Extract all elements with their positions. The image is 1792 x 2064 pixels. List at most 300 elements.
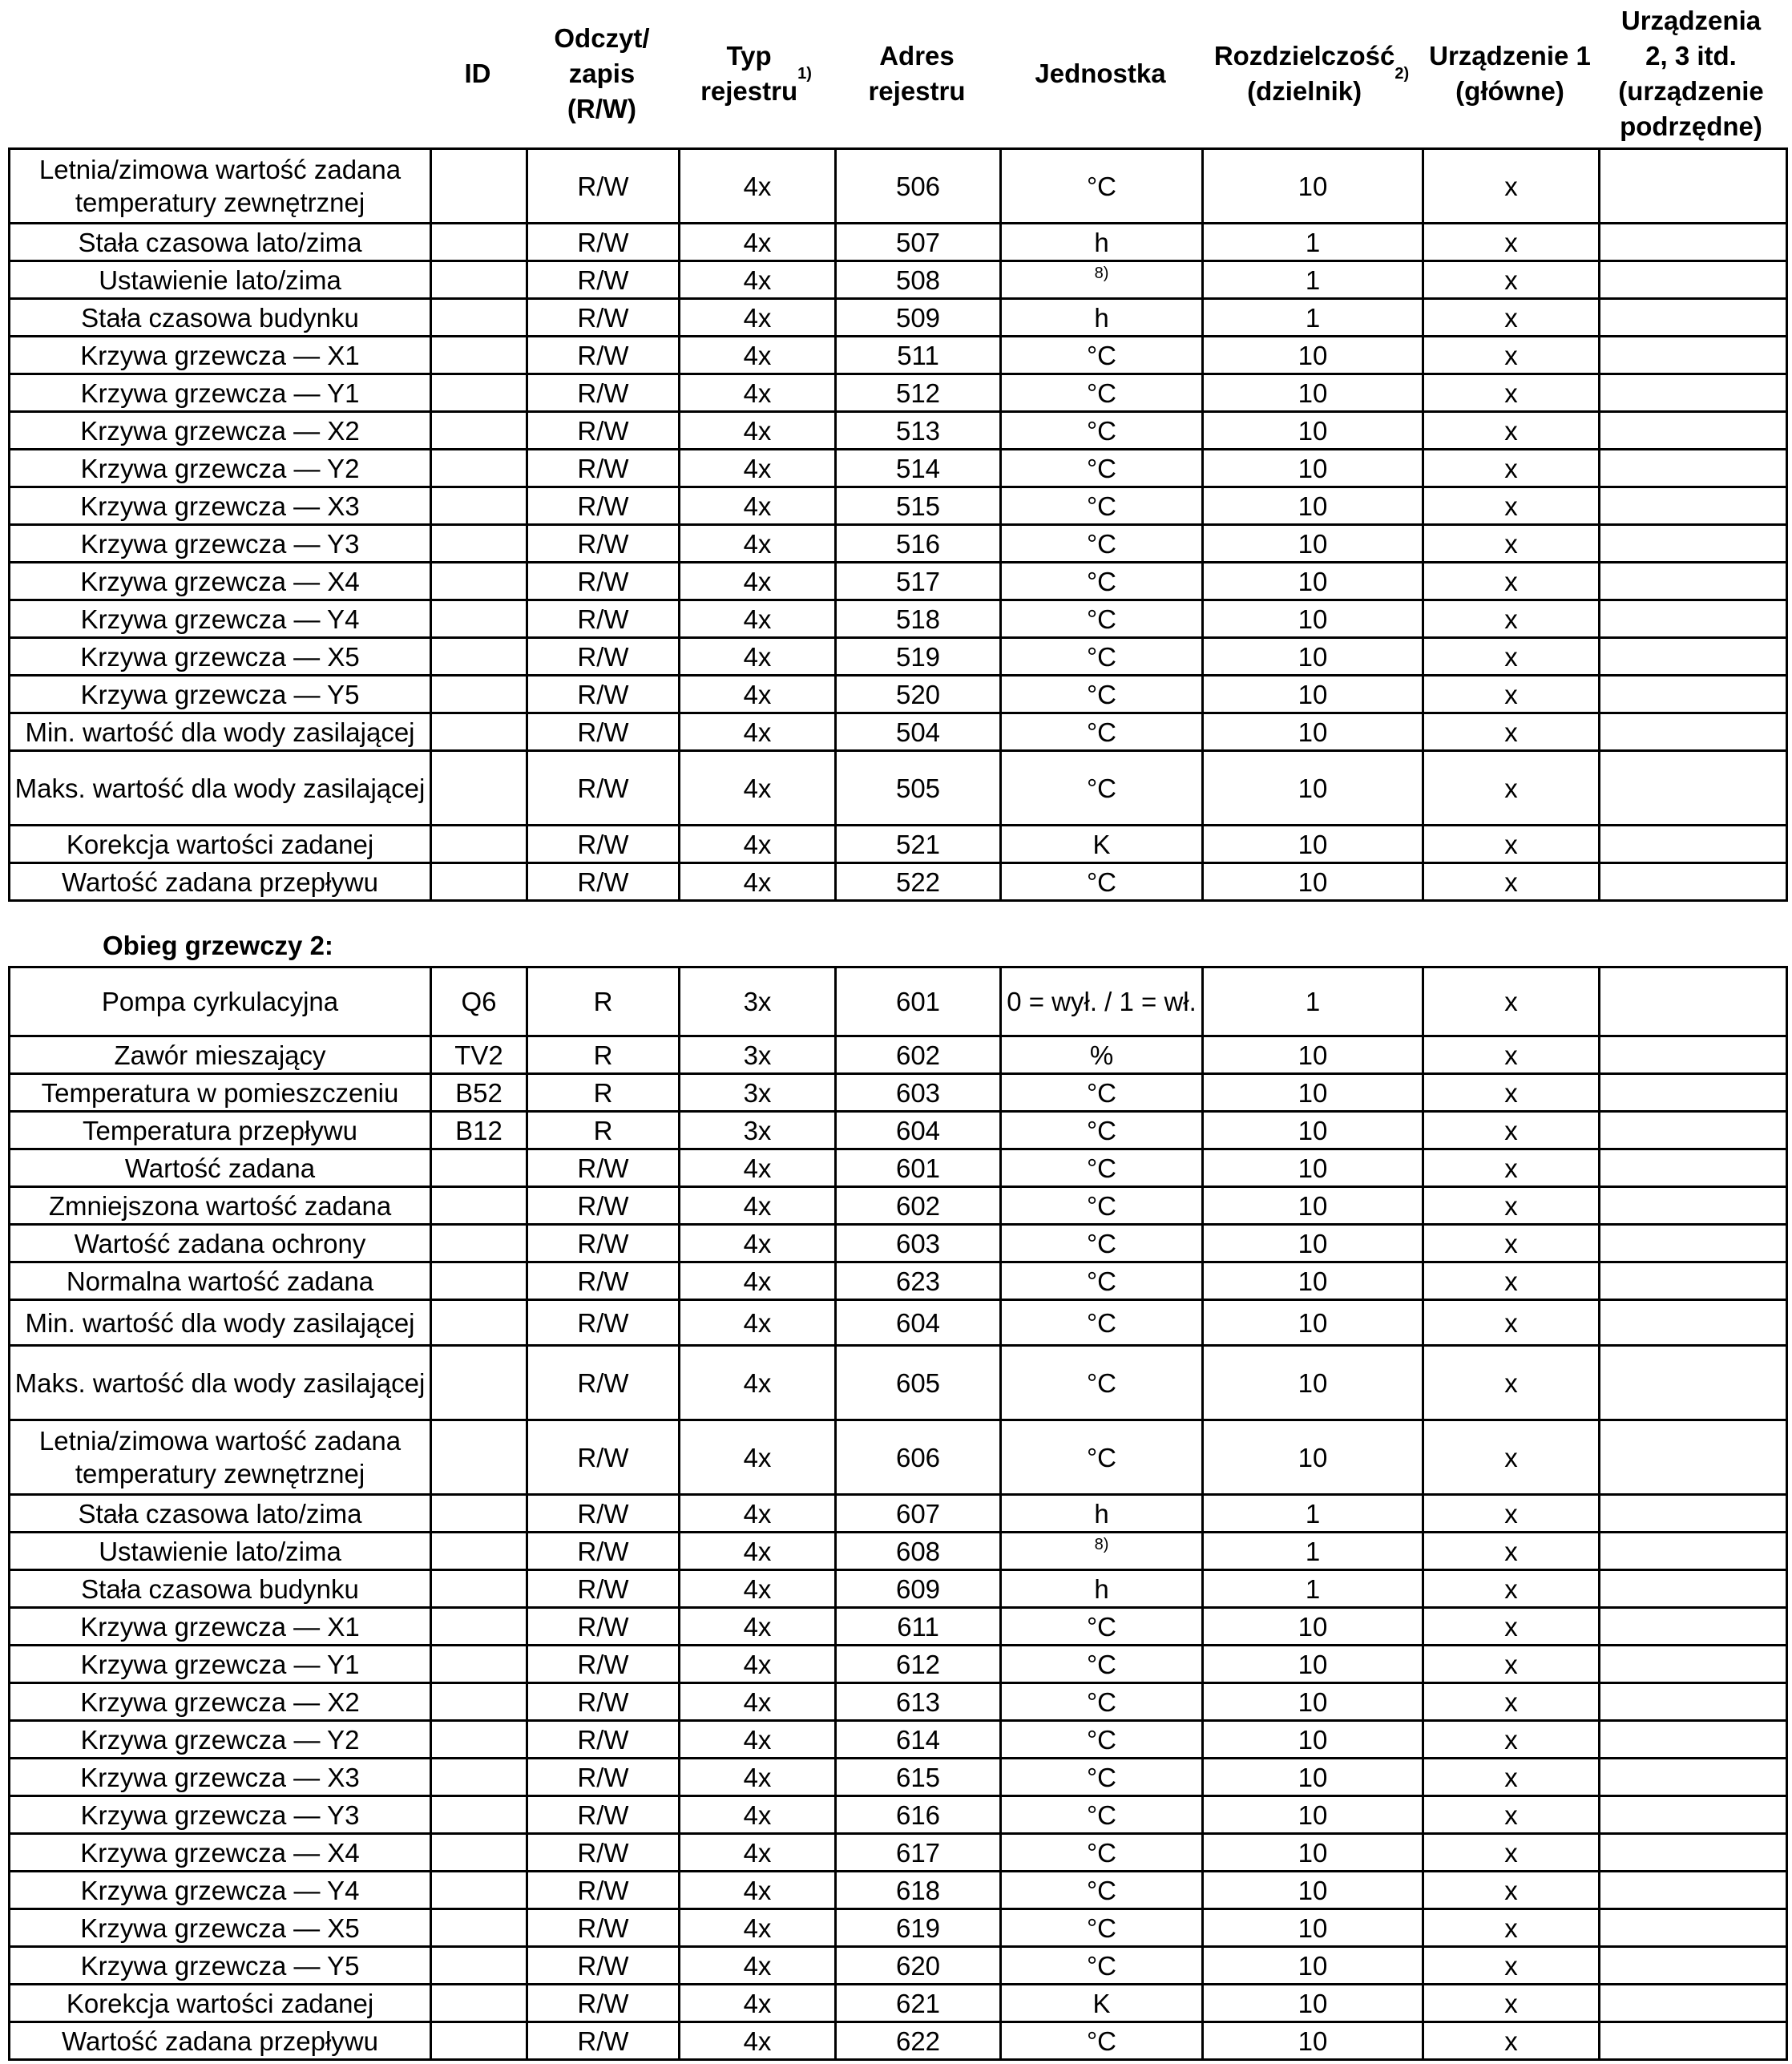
cell-address: 609: [836, 1570, 1001, 1608]
cell-register-type: 4x: [680, 1346, 836, 1420]
cell-address: 604: [836, 1112, 1001, 1149]
cell-unit: K: [1001, 1985, 1203, 2022]
cell-resolution: 10: [1203, 1985, 1423, 2022]
cell-name: Krzywa grzewcza — X2: [10, 412, 431, 450]
cell-id: [431, 1834, 527, 1872]
header-register-type-label: Typ rejestru: [700, 41, 798, 106]
cell-resolution: 10: [1203, 826, 1423, 863]
cell-id: [431, 1909, 527, 1947]
cell-name: Krzywa grzewcza — Y1: [10, 1646, 431, 1683]
cell-read-write: R/W: [527, 713, 680, 751]
cell-unit: h: [1001, 1570, 1203, 1608]
cell-device-1: x: [1423, 1909, 1600, 1947]
table-row: [10, 1112, 1787, 1149]
cell-register-type: 4x: [680, 1721, 836, 1759]
table-row: [10, 1834, 1787, 1872]
cell-read-write: R/W: [527, 638, 680, 676]
cell-device-1: x: [1423, 1112, 1600, 1149]
cell-unit: °C: [1001, 1834, 1203, 1872]
table-row: [10, 1608, 1787, 1646]
table-row: [10, 1985, 1787, 2022]
cell-device-1: x: [1423, 967, 1600, 1036]
cell-id: [431, 299, 527, 337]
cell-register-type: 4x: [680, 1495, 836, 1533]
cell-device-2: [1600, 337, 1787, 374]
cell-device-1: x: [1423, 1225, 1600, 1262]
cell-unit: °C: [1001, 450, 1203, 487]
cell-register-type: 4x: [680, 149, 836, 224]
cell-read-write: R: [527, 1074, 680, 1112]
cell-device-1: x: [1423, 1495, 1600, 1533]
cell-device-2: [1600, 676, 1787, 713]
cell-unit: °C: [1001, 1909, 1203, 1947]
table-row: [10, 525, 1787, 563]
cell-id: [431, 2022, 527, 2060]
cell-address: 601: [836, 1149, 1001, 1187]
cell-device-1: x: [1423, 676, 1600, 713]
cell-address: 521: [836, 826, 1001, 863]
cell-resolution: 10: [1203, 1796, 1423, 1834]
cell-read-write: R: [527, 1112, 680, 1149]
cell-unit: °C: [1001, 487, 1203, 525]
table-row: [10, 1187, 1787, 1225]
cell-unit: °C: [1001, 1947, 1203, 1985]
cell-name: Min. wartość dla wody zasilającej: [10, 713, 431, 751]
cell-name: Krzywa grzewcza — Y3: [10, 525, 431, 563]
cell-address: 516: [836, 525, 1001, 563]
cell-address: 620: [836, 1947, 1001, 1985]
cell-register-type: 4x: [680, 299, 836, 337]
table-row: [10, 374, 1787, 412]
cell-register-type: 4x: [680, 1149, 836, 1187]
cell-id: [431, 1683, 527, 1721]
cell-register-type: 3x: [680, 1074, 836, 1112]
cell-address: 614: [836, 1721, 1001, 1759]
cell-name: Zmniejszona wartość zadana: [10, 1187, 431, 1225]
cell-device-1: x: [1423, 1721, 1600, 1759]
cell-register-type: 4x: [680, 1947, 836, 1985]
cell-register-type: 4x: [680, 1985, 836, 2022]
cell-address: 622: [836, 2022, 1001, 2060]
cell-address: 619: [836, 1909, 1001, 1947]
table-row: [10, 1721, 1787, 1759]
cell-resolution: 1: [1203, 1495, 1423, 1533]
cell-device-1: x: [1423, 1149, 1600, 1187]
cell-read-write: R/W: [527, 826, 680, 863]
cell-register-type: 4x: [680, 1909, 836, 1947]
cell-read-write: R/W: [527, 1646, 680, 1683]
cell-resolution: 10: [1203, 1834, 1423, 1872]
cell-id: [431, 1420, 527, 1495]
cell-id: [431, 1646, 527, 1683]
cell-resolution: 10: [1203, 1149, 1423, 1187]
cell-name: Stała czasowa budynku: [10, 1570, 431, 1608]
cell-resolution: 10: [1203, 1646, 1423, 1683]
cell-unit: °C: [1001, 1683, 1203, 1721]
cell-read-write: R/W: [527, 1495, 680, 1533]
cell-name: Krzywa grzewcza — X4: [10, 1834, 431, 1872]
cell-address: 607: [836, 1495, 1001, 1533]
cell-device-1: x: [1423, 2022, 1600, 2060]
cell-device-2: [1600, 863, 1787, 901]
header-resolution: Rozdzielczość (dzielnik) 2): [1201, 0, 1422, 147]
cell-read-write: R/W: [527, 299, 680, 337]
cell-resolution: 1: [1203, 967, 1423, 1036]
cell-id: TV2: [431, 1036, 527, 1074]
cell-read-write: R/W: [527, 224, 680, 261]
cell-register-type: 4x: [680, 1225, 836, 1262]
table-row: [10, 261, 1787, 299]
cell-unit: °C: [1001, 2022, 1203, 2060]
cell-read-write: R/W: [527, 374, 680, 412]
cell-unit: °C: [1001, 713, 1203, 751]
cell-read-write: R/W: [527, 1683, 680, 1721]
cell-device-2: [1600, 1570, 1787, 1608]
cell-id: [431, 1721, 527, 1759]
cell-id: [431, 374, 527, 412]
cell-name: Korekcja wartości zadanej: [10, 826, 431, 863]
cell-address: 617: [836, 1834, 1001, 1872]
cell-device-2: [1600, 1533, 1787, 1570]
cell-name: Stała czasowa lato/zima: [10, 224, 431, 261]
table-row: [10, 1947, 1787, 1985]
cell-read-write: R/W: [527, 1721, 680, 1759]
cell-device-2: [1600, 563, 1787, 600]
cell-device-1: x: [1423, 487, 1600, 525]
cell-device-1: x: [1423, 261, 1600, 299]
cell-unit: °C: [1001, 863, 1203, 901]
cell-name: Ustawienie lato/zima: [10, 261, 431, 299]
cell-address: 603: [836, 1074, 1001, 1112]
cell-address: 605: [836, 1346, 1001, 1420]
cell-id: [431, 1872, 527, 1909]
cell-read-write: R/W: [527, 2022, 680, 2060]
cell-register-type: 4x: [680, 1646, 836, 1683]
cell-address: 504: [836, 713, 1001, 751]
table-row: [10, 299, 1787, 337]
header-device-1: Urządzenie 1 (główne): [1429, 41, 1591, 106]
cell-device-1: x: [1423, 1872, 1600, 1909]
table-row: [10, 2022, 1787, 2060]
cell-read-write: R/W: [527, 863, 680, 901]
cell-device-1: x: [1423, 1300, 1600, 1346]
cell-device-1: x: [1423, 563, 1600, 600]
cell-unit: °C: [1001, 1149, 1203, 1187]
cell-id: [431, 713, 527, 751]
cell-unit: °C: [1001, 374, 1203, 412]
cell-register-type: 4x: [680, 1683, 836, 1721]
cell-name: Wartość zadana: [10, 1149, 431, 1187]
cell-id: [431, 826, 527, 863]
cell-register-type: 4x: [680, 1533, 836, 1570]
cell-resolution: 10: [1203, 1300, 1423, 1346]
cell-unit: °C: [1001, 563, 1203, 600]
cell-register-type: 3x: [680, 1036, 836, 1074]
cell-unit: %: [1001, 1036, 1203, 1074]
cell-id: [431, 1947, 527, 1985]
cell-read-write: R/W: [527, 1759, 680, 1796]
cell-device-1: x: [1423, 1570, 1600, 1608]
cell-name: Krzywa grzewcza — X1: [10, 1608, 431, 1646]
table-row: [10, 563, 1787, 600]
cell-resolution: 10: [1203, 863, 1423, 901]
cell-address: 621: [836, 1985, 1001, 2022]
cell-name: Krzywa grzewcza — X5: [10, 1909, 431, 1947]
table-row: [10, 337, 1787, 374]
cell-address: 608: [836, 1533, 1001, 1570]
cell-device-2: [1600, 412, 1787, 450]
cell-read-write: R/W: [527, 600, 680, 638]
table-row: [10, 751, 1787, 826]
cell-register-type: 4x: [680, 638, 836, 676]
cell-device-2: [1600, 638, 1787, 676]
cell-device-2: [1600, 1149, 1787, 1187]
cell-device-2: [1600, 1646, 1787, 1683]
cell-device-2: [1600, 1796, 1787, 1834]
cell-register-type: 4x: [680, 1796, 836, 1834]
cell-unit: 8): [1001, 1533, 1203, 1570]
cell-unit: °C: [1001, 751, 1203, 826]
cell-read-write: R/W: [527, 1947, 680, 1985]
cell-register-type: 4x: [680, 1759, 836, 1796]
cell-device-2: [1600, 1420, 1787, 1495]
cell-unit: °C: [1001, 1872, 1203, 1909]
cell-id: [431, 676, 527, 713]
cell-register-type: 4x: [680, 450, 836, 487]
cell-read-write: R/W: [527, 1985, 680, 2022]
cell-device-2: [1600, 1074, 1787, 1112]
cell-device-2: [1600, 450, 1787, 487]
cell-id: [431, 1495, 527, 1533]
header-register-type: Typ rejestru 1): [678, 0, 834, 147]
cell-resolution: 10: [1203, 374, 1423, 412]
cell-resolution: 10: [1203, 1074, 1423, 1112]
cell-name: Krzywa grzewcza — Y5: [10, 1947, 431, 1985]
cell-resolution: 1: [1203, 1533, 1423, 1570]
cell-resolution: 10: [1203, 713, 1423, 751]
cell-unit: h: [1001, 1495, 1203, 1533]
cell-read-write: R/W: [527, 412, 680, 450]
table-row: [10, 1300, 1787, 1346]
cell-resolution: 10: [1203, 1262, 1423, 1300]
cell-id: B12: [431, 1112, 527, 1149]
cell-device-2: [1600, 826, 1787, 863]
table-row: [10, 1646, 1787, 1683]
cell-resolution: 10: [1203, 1947, 1423, 1985]
cell-read-write: R/W: [527, 563, 680, 600]
cell-resolution: 10: [1203, 1683, 1423, 1721]
cell-id: [431, 450, 527, 487]
cell-resolution: 10: [1203, 487, 1423, 525]
header-register-address: Adres rejestru: [868, 41, 966, 106]
cell-read-write: R/W: [527, 1262, 680, 1300]
register-table-2: [8, 966, 1788, 2061]
cell-device-1: x: [1423, 412, 1600, 450]
cell-name: Maks. wartość dla wody zasilającej: [10, 1346, 431, 1420]
table-row: [10, 1495, 1787, 1533]
cell-read-write: R/W: [527, 676, 680, 713]
table-row: [10, 638, 1787, 676]
cell-address: 602: [836, 1036, 1001, 1074]
table-row: [10, 1533, 1787, 1570]
cell-read-write: R/W: [527, 1608, 680, 1646]
table-row: [10, 1036, 1787, 1074]
cell-unit: °C: [1001, 1608, 1203, 1646]
cell-device-2: [1600, 1608, 1787, 1646]
cell-device-1: x: [1423, 751, 1600, 826]
cell-name: Maks. wartość dla wody zasilającej: [10, 751, 431, 826]
cell-unit: °C: [1001, 600, 1203, 638]
cell-address: 515: [836, 487, 1001, 525]
cell-device-1: x: [1423, 450, 1600, 487]
cell-read-write: R/W: [527, 1187, 680, 1225]
cell-device-2: [1600, 1872, 1787, 1909]
cell-address: 508: [836, 261, 1001, 299]
cell-device-2: [1600, 149, 1787, 224]
cell-id: [431, 1570, 527, 1608]
cell-device-2: [1600, 1346, 1787, 1420]
cell-resolution: 10: [1203, 337, 1423, 374]
cell-address: 606: [836, 1420, 1001, 1495]
cell-address: 512: [836, 374, 1001, 412]
cell-id: [431, 1300, 527, 1346]
cell-device-1: x: [1423, 1036, 1600, 1074]
cell-address: 604: [836, 1300, 1001, 1346]
table-row: [10, 1225, 1787, 1262]
cell-device-1: x: [1423, 374, 1600, 412]
table-row: [10, 487, 1787, 525]
cell-id: [431, 638, 527, 676]
cell-address: 511: [836, 337, 1001, 374]
cell-device-2: [1600, 1834, 1787, 1872]
cell-address: 623: [836, 1262, 1001, 1300]
cell-resolution: 10: [1203, 1225, 1423, 1262]
table-row: [10, 1909, 1787, 1947]
header-unit: Jednostka: [1035, 59, 1166, 88]
cell-address: 615: [836, 1759, 1001, 1796]
cell-register-type: 4x: [680, 1262, 836, 1300]
cell-address: 520: [836, 676, 1001, 713]
cell-unit: °C: [1001, 1346, 1203, 1420]
table-row: [10, 713, 1787, 751]
cell-id: [431, 1985, 527, 2022]
cell-resolution: 10: [1203, 525, 1423, 563]
cell-address: 603: [836, 1225, 1001, 1262]
cell-device-2: [1600, 1909, 1787, 1947]
cell-resolution: 10: [1203, 563, 1423, 600]
cell-address: 618: [836, 1872, 1001, 1909]
cell-read-write: R/W: [527, 1834, 680, 1872]
cell-resolution: 10: [1203, 1187, 1423, 1225]
cell-id: [431, 525, 527, 563]
cell-device-1: x: [1423, 1947, 1600, 1985]
cell-device-2: [1600, 299, 1787, 337]
cell-unit: °C: [1001, 1262, 1203, 1300]
table-row: [10, 1149, 1787, 1187]
table-header: [0, 0, 1792, 147]
cell-resolution: 10: [1203, 1909, 1423, 1947]
cell-name: Krzywa grzewcza — X3: [10, 1759, 431, 1796]
cell-id: [431, 1187, 527, 1225]
cell-name: Krzywa grzewcza — Y4: [10, 600, 431, 638]
cell-address: 616: [836, 1796, 1001, 1834]
cell-unit: °C: [1001, 412, 1203, 450]
cell-name: Stała czasowa lato/zima: [10, 1495, 431, 1533]
cell-name: Letnia/zimowa wartość zadana temperatury zewnętrznej: [10, 149, 431, 224]
cell-unit: °C: [1001, 1721, 1203, 1759]
cell-register-type: 3x: [680, 967, 836, 1036]
cell-name: Wartość zadana przepływu: [10, 863, 431, 901]
cell-address: 505: [836, 751, 1001, 826]
cell-unit: °C: [1001, 1646, 1203, 1683]
cell-device-1: x: [1423, 600, 1600, 638]
cell-id: [431, 863, 527, 901]
cell-device-1: x: [1423, 149, 1600, 224]
cell-read-write: R/W: [527, 337, 680, 374]
cell-address: 507: [836, 224, 1001, 261]
cell-device-2: [1600, 1112, 1787, 1149]
register-table-1: [8, 147, 1788, 902]
cell-unit: °C: [1001, 1420, 1203, 1495]
table-row: [10, 1759, 1787, 1796]
cell-unit: °C: [1001, 1112, 1203, 1149]
cell-device-2: [1600, 1300, 1787, 1346]
cell-resolution: 10: [1203, 1420, 1423, 1495]
cell-resolution: 10: [1203, 638, 1423, 676]
cell-read-write: R/W: [527, 1420, 680, 1495]
cell-unit: °C: [1001, 337, 1203, 374]
cell-address: 612: [836, 1646, 1001, 1683]
cell-device-1: x: [1423, 1608, 1600, 1646]
cell-id: [431, 1533, 527, 1570]
cell-name: Krzywa grzewcza — Y2: [10, 1721, 431, 1759]
cell-register-type: 4x: [680, 261, 836, 299]
cell-register-type: 4x: [680, 563, 836, 600]
table-row: [10, 967, 1787, 1036]
cell-id: [431, 563, 527, 600]
cell-register-type: 4x: [680, 525, 836, 563]
cell-name: Pompa cyrkulacyjna: [10, 967, 431, 1036]
header-id: ID: [464, 59, 491, 88]
header-resolution-label: Rozdzielczość (dzielnik): [1213, 41, 1395, 106]
cell-unit: °C: [1001, 149, 1203, 224]
cell-unit: °C: [1001, 1187, 1203, 1225]
cell-register-type: 4x: [680, 676, 836, 713]
cell-name: Wartość zadana ochrony: [10, 1225, 431, 1262]
cell-device-1: x: [1423, 1187, 1600, 1225]
cell-device-1: x: [1423, 1834, 1600, 1872]
cell-device-2: [1600, 1225, 1787, 1262]
cell-resolution: 10: [1203, 2022, 1423, 2060]
cell-device-1: x: [1423, 1533, 1600, 1570]
cell-device-2: [1600, 1721, 1787, 1759]
table-row: [10, 1872, 1787, 1909]
cell-device-2: [1600, 1683, 1787, 1721]
cell-register-type: 4x: [680, 1300, 836, 1346]
cell-device-1: x: [1423, 1074, 1600, 1112]
cell-name: Zawór mieszający: [10, 1036, 431, 1074]
cell-address: 509: [836, 299, 1001, 337]
table-row: [10, 600, 1787, 638]
cell-device-1: x: [1423, 1683, 1600, 1721]
cell-unit: °C: [1001, 1759, 1203, 1796]
cell-name: Wartość zadana przepływu: [10, 2022, 431, 2060]
cell-name: Krzywa grzewcza — Y5: [10, 676, 431, 713]
cell-register-type: 4x: [680, 337, 836, 374]
cell-read-write: R/W: [527, 1346, 680, 1420]
cell-name: Krzywa grzewcza — X1: [10, 337, 431, 374]
cell-unit: °C: [1001, 1796, 1203, 1834]
